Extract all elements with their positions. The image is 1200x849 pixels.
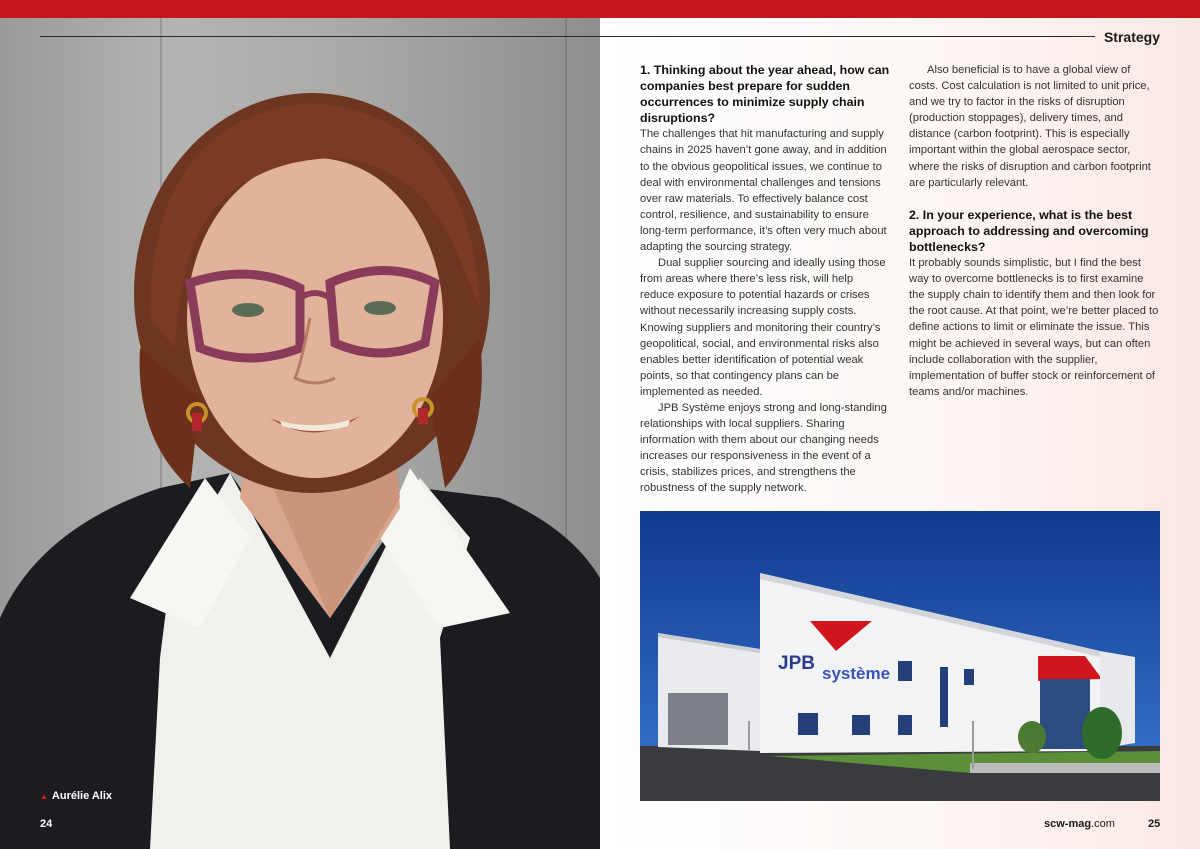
photo-caption xyxy=(40,790,112,802)
article-column-2 xyxy=(909,62,1159,400)
section-title: Strategy xyxy=(1103,29,1160,45)
page-number-right: 25 xyxy=(1148,818,1161,830)
top-red-bar xyxy=(40,0,1160,18)
top-red-bar-right xyxy=(1160,0,1200,18)
answer-paragraph: It probably sounds simplistic, but I find the best way to overcome bottlenecks is to first examine the supply chain to identify them and then look for the root cause. At that point, we’re better placed to define actions to limit or eliminate the issue. This might be achieved in several ways, but can often include collaboration with the supplier, implementation of buffer stock or reinforcement of teams and/or machines. xyxy=(909,257,1159,398)
caption-triangle-icon: ▲ xyxy=(40,792,48,801)
answer-paragraph: Also beneficial is to have a global view of costs. Cost calculation is not limited to unit price, and we try to factor in the risks of disruption (production stoppages), delivery times, and distance (carbon footprint). This is especially important within the global aerospace sector, where the risks of disruption and carbon footprint are particularly relevant. xyxy=(909,64,1151,189)
answer-paragraph: The challenges that hit manufacturing and supply chains in 2025 haven’t gone away, and in addition to the obvious geopolitical issues, we continue to deal with environmental challenges and tensions over raw materials. To effectively balance cost control, resilience, and sustainability to ensure long-term performance, it’s often very much about adapting the sourcing strategy. xyxy=(640,128,887,254)
building-photo xyxy=(640,511,1160,801)
answer-paragraph: JPB Système enjoys strong and long-standing relationships with local suppliers. Sharing information with them about our changing needs increases our responsiveness in the event of a crisis, stabilizes prices, and strengthens the robustness of the supply network. xyxy=(640,401,887,495)
question-1: 1. Thinking about the year ahead, how can companies best prepare for sudden occurrences to minimize supply chain disruptions? xyxy=(640,63,890,126)
page-number-left: 24 xyxy=(40,818,53,830)
footer-site-name: scw-mag xyxy=(1044,818,1092,830)
answer-paragraph: Dual supplier sourcing and ideally using those from areas where there’s less risk, will help reduce exposure to potential hazards or crises without necessarily increasing supply costs. Knowing suppliers and monitoring their country’s geopolitical, social, and environmental risks also enables better identification of potential weak points, so that contingency plans can be implemented as needed. xyxy=(640,257,886,398)
building-sign-text-2: système xyxy=(822,664,891,683)
footer-site-tld: .com xyxy=(1091,818,1115,830)
top-red-bar-left xyxy=(0,0,40,18)
portrait-illustration xyxy=(0,18,600,849)
building-illustration xyxy=(640,511,1160,801)
header-rule xyxy=(40,36,1095,37)
footer-site xyxy=(1044,818,1115,830)
portrait-photo-panel xyxy=(0,18,600,849)
article-column-1 xyxy=(640,62,890,497)
building-sign-text-1: JPB xyxy=(778,653,815,674)
caption-text: Aurélie Alix xyxy=(51,790,113,802)
question-2: 2. In your experience, what is the best approach to addressing and overcoming bottlenecks? xyxy=(909,207,1149,254)
